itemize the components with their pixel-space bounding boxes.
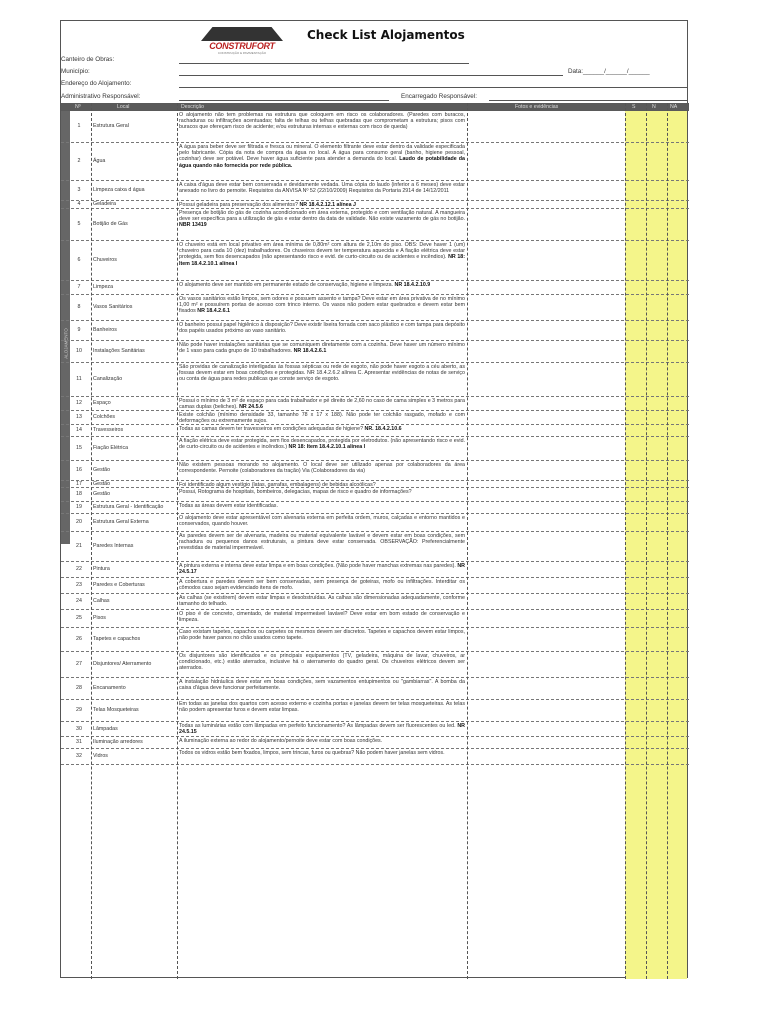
row-description: Todas as luminárias estão com lâmpadas em perfeito funcionamento? As lâmpadas devem ser fluorescentes ou led. NR 24.5.15 (179, 722, 465, 735)
row-item: Instalações Sanitárias (93, 348, 145, 355)
table-row (61, 281, 689, 295)
row-number: 3 (77, 187, 81, 194)
row-number: 16 (76, 467, 82, 474)
row-item: Paredes e Coberturas (93, 582, 145, 589)
divider (646, 103, 647, 979)
row-item: Travesseiros (93, 427, 124, 434)
row-number: 12 (76, 400, 82, 407)
row-description: A caixa d'água deve estar bem conservada e devidamente vedada. Uma cópia do laudo (inferior a 6 meses) deve estar anexado no livro do pernoite. Requisitos da ANVISA Nº 52 (22/10/2009) Requisitos da Portaria 2914 de 14/12/2011 (179, 181, 465, 194)
row-norm-reference: NBR 13419 (179, 222, 207, 229)
divider (667, 103, 668, 979)
table-row (61, 594, 689, 610)
row-number: 28 (76, 685, 82, 692)
section-label: ALOJAMENTO (63, 328, 69, 359)
table-row (61, 241, 689, 281)
row-description: Os disjuntores são identificados e os principais equipamentos (TV, geladeira, máquina de lavar, chuveiros, ar condicionado, etc.) estão aterrados, inclusive há o aterramento do quadro geral. Os chuveiros elétricos devem ser aterrados. (179, 652, 465, 672)
row-norm-reference: NR 24.5.15 (179, 722, 465, 735)
row-item: Tapetes e capachos (93, 636, 141, 643)
row-item: Gestão (93, 481, 111, 487)
row-item: Lâmpadas (93, 725, 118, 732)
row-description: Os vasos sanitários estão limpos, sem odores e possuem assento e tampa? Deve estar em área privativa de no mínimo 1,00 m² e possuírem portas de acesso com trinco interno. Os vasos não podem estar quebrados e devem estar bem fixados NR 18.4.2.6.1 (179, 295, 465, 315)
row-description: A água para beber deve ser filtrada e fresca ou mineral. O elemento filtrante deve estar dentro da validade especificada pelo fabricante. Cópia da nota de compra da água no local. A água para consumo geral (banho, higiene pessoal, cozinhar) deve ser potável. Deve haver água suficiente para atender a demanda do local. Laudo de potabilidade da água quando não fornecida por rede pública. (179, 143, 465, 169)
row-item: Botijão de Gás (93, 221, 128, 228)
row-number: 7 (77, 284, 81, 291)
row-item: Estrutura Geral - Identificação (93, 504, 164, 511)
construfort-logo (197, 25, 287, 57)
row-number: 26 (76, 636, 82, 643)
table-row (61, 181, 689, 201)
row-number: 27 (76, 661, 82, 668)
row-number: 1 (77, 123, 81, 130)
table-row (61, 514, 689, 532)
row-item: Pintura (93, 566, 110, 573)
col-s: S (632, 104, 636, 110)
row-number: 5 (77, 221, 81, 228)
row-description: O alojamento deve estar apresentável com alvenaria externa em perfeita ordem, muros, calçadas e entorno mantidos e conservados, quando houver. (179, 514, 465, 527)
row-number: 31 (76, 739, 82, 746)
row-item: Gestão (93, 491, 111, 498)
table-row (61, 425, 689, 437)
row-norm-reference: NR 24.5.6 (239, 403, 263, 410)
table-row (61, 341, 689, 363)
table-row (61, 700, 689, 722)
row-description: O alojamento deve ser mantido em permanente estado de conservação, higiene e limpeza. NR 18.4.2.10.9 (179, 281, 431, 288)
table-row (61, 749, 689, 765)
row-number: 14 (76, 427, 82, 434)
table-row (61, 295, 689, 321)
row-number: 32 (76, 753, 82, 760)
row-item: Geladeira (93, 201, 116, 208)
row-number: 8 (77, 304, 81, 311)
row-number: 23 (76, 582, 82, 589)
row-description: Presença de botijão do gás de cozinha acondicionado em área externa, protegido e com ventilação natural. A mangueira deve ser específica para a utilização de gás e estar dentro da data de validade. Não existe vazamento de gás no botijão. NBR 13419 (179, 209, 465, 229)
row-item: Colchões (93, 414, 116, 421)
row-item: Limpeza caixa d água (93, 187, 145, 194)
table-row (61, 363, 689, 397)
row-item: Limpeza (93, 284, 114, 291)
row-norm-reference: NR 18.4.2.12.1 alínea J (299, 201, 356, 208)
row-description: O piso é de concreto, cimentado, de material impermeável lavável? Deve estar em bom estado de conservação e limpeza. (179, 610, 465, 623)
row-number: 22 (76, 566, 82, 573)
row-number: 19 (76, 504, 82, 511)
row-norm-reference: NR. 18.4.2.10.6 (364, 425, 402, 432)
data-field[interactable]: Data:______/______/______ (568, 68, 650, 75)
row-number: 13 (76, 414, 82, 421)
row-description: Possui geladeira para preservação dos alimentos? NR 18.4.2.12.1 alínea J (179, 201, 356, 208)
col-item: Local (117, 104, 130, 110)
row-description: A instalação hidráulica deve estar em boas condições, sem vazamentos entupimentos ou "gambiarras". A bomba da caixa d'água deve funcionar perfeitamente. (179, 678, 465, 691)
table-row (61, 722, 689, 737)
municipio-field[interactable] (179, 75, 563, 76)
col-evid: Fotos e evidências (515, 104, 559, 110)
logo-name: CONSTRUFORT (209, 41, 275, 51)
administrativo-label: Administrativo Responsável: (61, 93, 141, 100)
table-row (61, 610, 689, 628)
row-item: Encanamento (93, 685, 126, 692)
row-description: Possui, Rotograma de hospitais, bombeiros, delegacias, mapas de risco e quadro de informações? (179, 488, 412, 495)
row-item: Calhas (93, 598, 110, 605)
row-norm-reference: NR 18.4.2.10.9 (394, 281, 431, 288)
row-description: Caso existam tapetes, capachos ou carpetes os mesmos devem ser discretos. Tapetes e capachos devem estar limpos, não pode haver panos no chão usados como tapete. (179, 628, 465, 641)
row-norm-reference: NR 18: Item 18.4.2.10.1 alínea I (288, 443, 366, 450)
divider (91, 103, 92, 979)
table-row (61, 652, 689, 678)
row-description: Todas as camas devem ter travesseiros em condições adequadas de higiene? NR. 18.4.2.10.6 (179, 425, 402, 432)
row-number: 6 (77, 257, 81, 264)
table-row (61, 437, 689, 461)
row-number: 25 (76, 615, 82, 622)
row-description: Todas as áreas devem estar identificadas. (179, 502, 278, 509)
row-norm-reference: NR 18: Item 18.4.2.10.1 alínea I (179, 254, 465, 267)
row-description: Foi identificado algum vestígio (latas, garrafas, embalagens) de bebidas alcoólicas? (179, 481, 376, 487)
col-num: Nº (75, 104, 81, 110)
table-row (61, 143, 689, 181)
row-description: Possui o mínimo de 3 m² de espaço para cada trabalhador e pé direito de 2,60 no caso de cama simples e 3 metros para camas duplas (beliches). NR 24.5.6 (179, 397, 465, 410)
row-item: Espaço (93, 400, 111, 407)
table-row (61, 321, 689, 341)
row-norm-reference: NR 18.4.2.6.1 (293, 347, 327, 354)
table-row (61, 488, 689, 502)
row-description: Em todas as janelas dos quartos com acesso externo e cozinha portas e janelas devem ter telas mosqueteiras. As telas não podem apresentar furos e devem estar limpas. (179, 700, 465, 713)
row-description: Não existem pessoas morando no alojamento. O local deve ser utilizado apenas por colaboradores da área correspondente. Pernoite (colaboradores da tração) Via (Colaboradores da via) (179, 461, 465, 474)
row-description: A pintura externa e interna deve estar limpa e em boas condições. (Não pode haver manchas extremas nas paredes). NR 24.5.17 (179, 562, 465, 575)
canteiro-label: Canteiro de Obras: (61, 56, 115, 63)
logo-tagline: CONSTRUÇÃO E PAVIMENTAÇÃO (217, 51, 267, 55)
table-row (61, 411, 689, 425)
row-description: Não pode haver instalações sanitárias que se comuniquem diretamente com a cozinha. Deve haver um número mínimo de 1 vaso para cada grupo de 10 trabalhadores. NR 18.4.2.6.1 (179, 341, 465, 354)
canteiro-field[interactable] (179, 63, 469, 64)
row-number: 21 (76, 543, 82, 550)
row-number: 20 (76, 519, 82, 526)
row-description: Todos os vidros estão bem fixados, limpos, sem trincas, furos ou quebras? Não podem haver janelas sem vidros. (179, 749, 445, 756)
row-description: São providas de canalização interligadas às fossas sépticas ou rede de esgoto, não pode haver esgoto a céu aberto, as fossas devem estar em boas condições e protegidas. NR 18.4.2.6.2 alínea C. Apresentar evidências de notas de serviço ou conta de água para redes publicas que conste serviço de esgoto. (179, 363, 465, 383)
page-title: Check List Alojamentos (307, 28, 465, 42)
row-norm-reference: Laudo de potabilidade da água quando não fornecida por rede pública. (179, 156, 465, 169)
row-number: 2 (77, 158, 81, 165)
table-row (61, 578, 689, 594)
table-row (61, 502, 689, 514)
logo-roof-icon (201, 27, 283, 41)
table-row (61, 111, 689, 143)
row-item: Estrutura Geral Externa (93, 519, 149, 526)
row-number: 10 (76, 348, 82, 355)
row-description: As paredes devem ser de alvenaria, madeira ou material equivalente lavável e devem estar em boas condições, sem rachadura ou pequenos danos estruturais, a pintura deve estar conservada. OBSERVAÇÃO: Preferencialmente revestidas de material impermeável. (179, 532, 465, 552)
row-item: Pisos (93, 615, 106, 622)
divider (625, 103, 626, 979)
row-number: 4 (77, 201, 81, 208)
table-row (61, 628, 689, 652)
row-item: Canalização (93, 376, 123, 383)
row-description: A fiação elétrica deve estar protegida, sem fios desencapados, protegida por eletrodutos. (não apresentando risco e evid. de curto-circuito ou de acidentes e incêndios.) NR 18: Item 18.4.2.10.1 alínea I (179, 437, 465, 450)
administrativo-field[interactable] (179, 100, 389, 101)
row-norm-reference: NR 18.4.2.6.1 (197, 308, 230, 315)
row-description: As calhas (se existirem) devem estar limpas e desobstruídas. As calhas são dimensionadas adequadamente, conforme tamanho do telhado. (179, 594, 465, 607)
row-item: Telas Mosqueteiras (93, 707, 139, 714)
row-item: Estrutura Geral (93, 123, 129, 130)
row-number: 15 (76, 445, 82, 452)
row-item: Fiação Elétrica (93, 445, 129, 452)
row-description: A iluminação externa ao redor do alojamento/pernoite deve estar com boas condições. (179, 737, 383, 744)
divider (177, 103, 178, 979)
row-item: Disjuntores/ Aterramento (93, 661, 152, 668)
row-description: A cobertura e paredes devem ser bem conservadas, sem presença de goteiras, mofo ou infiltrações. Interditar os cômodos caso sejam evidenciado itens de mofo. (179, 578, 465, 591)
row-norm-reference: NR 24.5.17 (179, 562, 465, 575)
col-n: N (652, 104, 656, 110)
row-description: Existe colchão (mínimo densidade 33, tamanho 78 x 17 x 188). Não pode ter colchão rasgado, mofado e com deformações ou extremamente sujos. (179, 411, 465, 424)
table-row (61, 209, 689, 241)
endereco-label: Endereço do Alojamento: (61, 80, 132, 87)
row-number: 9 (77, 327, 81, 334)
checklist-sheet (60, 20, 688, 978)
table-row (61, 461, 689, 481)
row-item: Paredes Internas (93, 543, 134, 550)
table-row (61, 201, 689, 209)
row-item: Vidros (93, 753, 108, 760)
row-number: 11 (76, 376, 82, 383)
table-row (61, 562, 689, 578)
row-description: O banheiro possui papel higiênico à disposição? Deve existir lixeira forrada com saco plástico e com tampa para depósito dos papéis usados próximo ao vaso sanitário. (179, 321, 465, 334)
row-item: Gestão (93, 467, 111, 474)
row-number: 29 (76, 707, 82, 714)
table-row (61, 397, 689, 411)
table-row (61, 737, 689, 749)
col-desc: Descrição (181, 104, 205, 110)
col-na: NA (670, 104, 678, 110)
table-header (61, 103, 689, 111)
table-row (61, 678, 689, 700)
row-number: 17 (76, 481, 82, 487)
encarregado-field[interactable] (489, 100, 687, 101)
row-item: Vasos Sanitários (93, 304, 133, 311)
row-description: O chuveiro está em local privativo em área mínima de 0,80m² com altura de 2,10m do piso. OBS: Deve haver 1 (um) chuveiro para cada 10 (dez) trabalhadores. Os chuveiros devem ter temperatura aquecida e A fiação elétrica deve estar protegida, sem fios desencapados (não apresentando risco e evid. de curto-circuito ou de acidentes e incêndios). NR 18: Item 18.4.2.10.1 alínea I (179, 241, 465, 267)
row-item: Chuveiros (93, 257, 117, 264)
row-number: 24 (76, 598, 82, 605)
row-item: Banheiros (93, 327, 117, 334)
divider (467, 103, 468, 979)
row-item: Água (93, 158, 106, 165)
table-row (61, 481, 689, 488)
row-item: Iluminação arredores (93, 739, 143, 746)
table-row (61, 532, 689, 562)
row-description: O alojamento não tem problemas na estrutura que coloquem em risco os colaboradores. (Paredes com buracos, rachaduras ou infiltrações acentuadas; falta de telhas ou telhas quebradas que comprometam a estrutura; pisos com buracos que ofereçam risco de acidente; e/ou estruturas internas e externas com risco de queda) (179, 111, 465, 131)
encarregado-label: Encarregado Responsável: (401, 93, 477, 100)
row-number: 18 (76, 491, 82, 498)
row-number: 30 (76, 725, 82, 732)
endereco-field[interactable] (179, 87, 687, 88)
municipio-label: Município: (61, 68, 90, 75)
